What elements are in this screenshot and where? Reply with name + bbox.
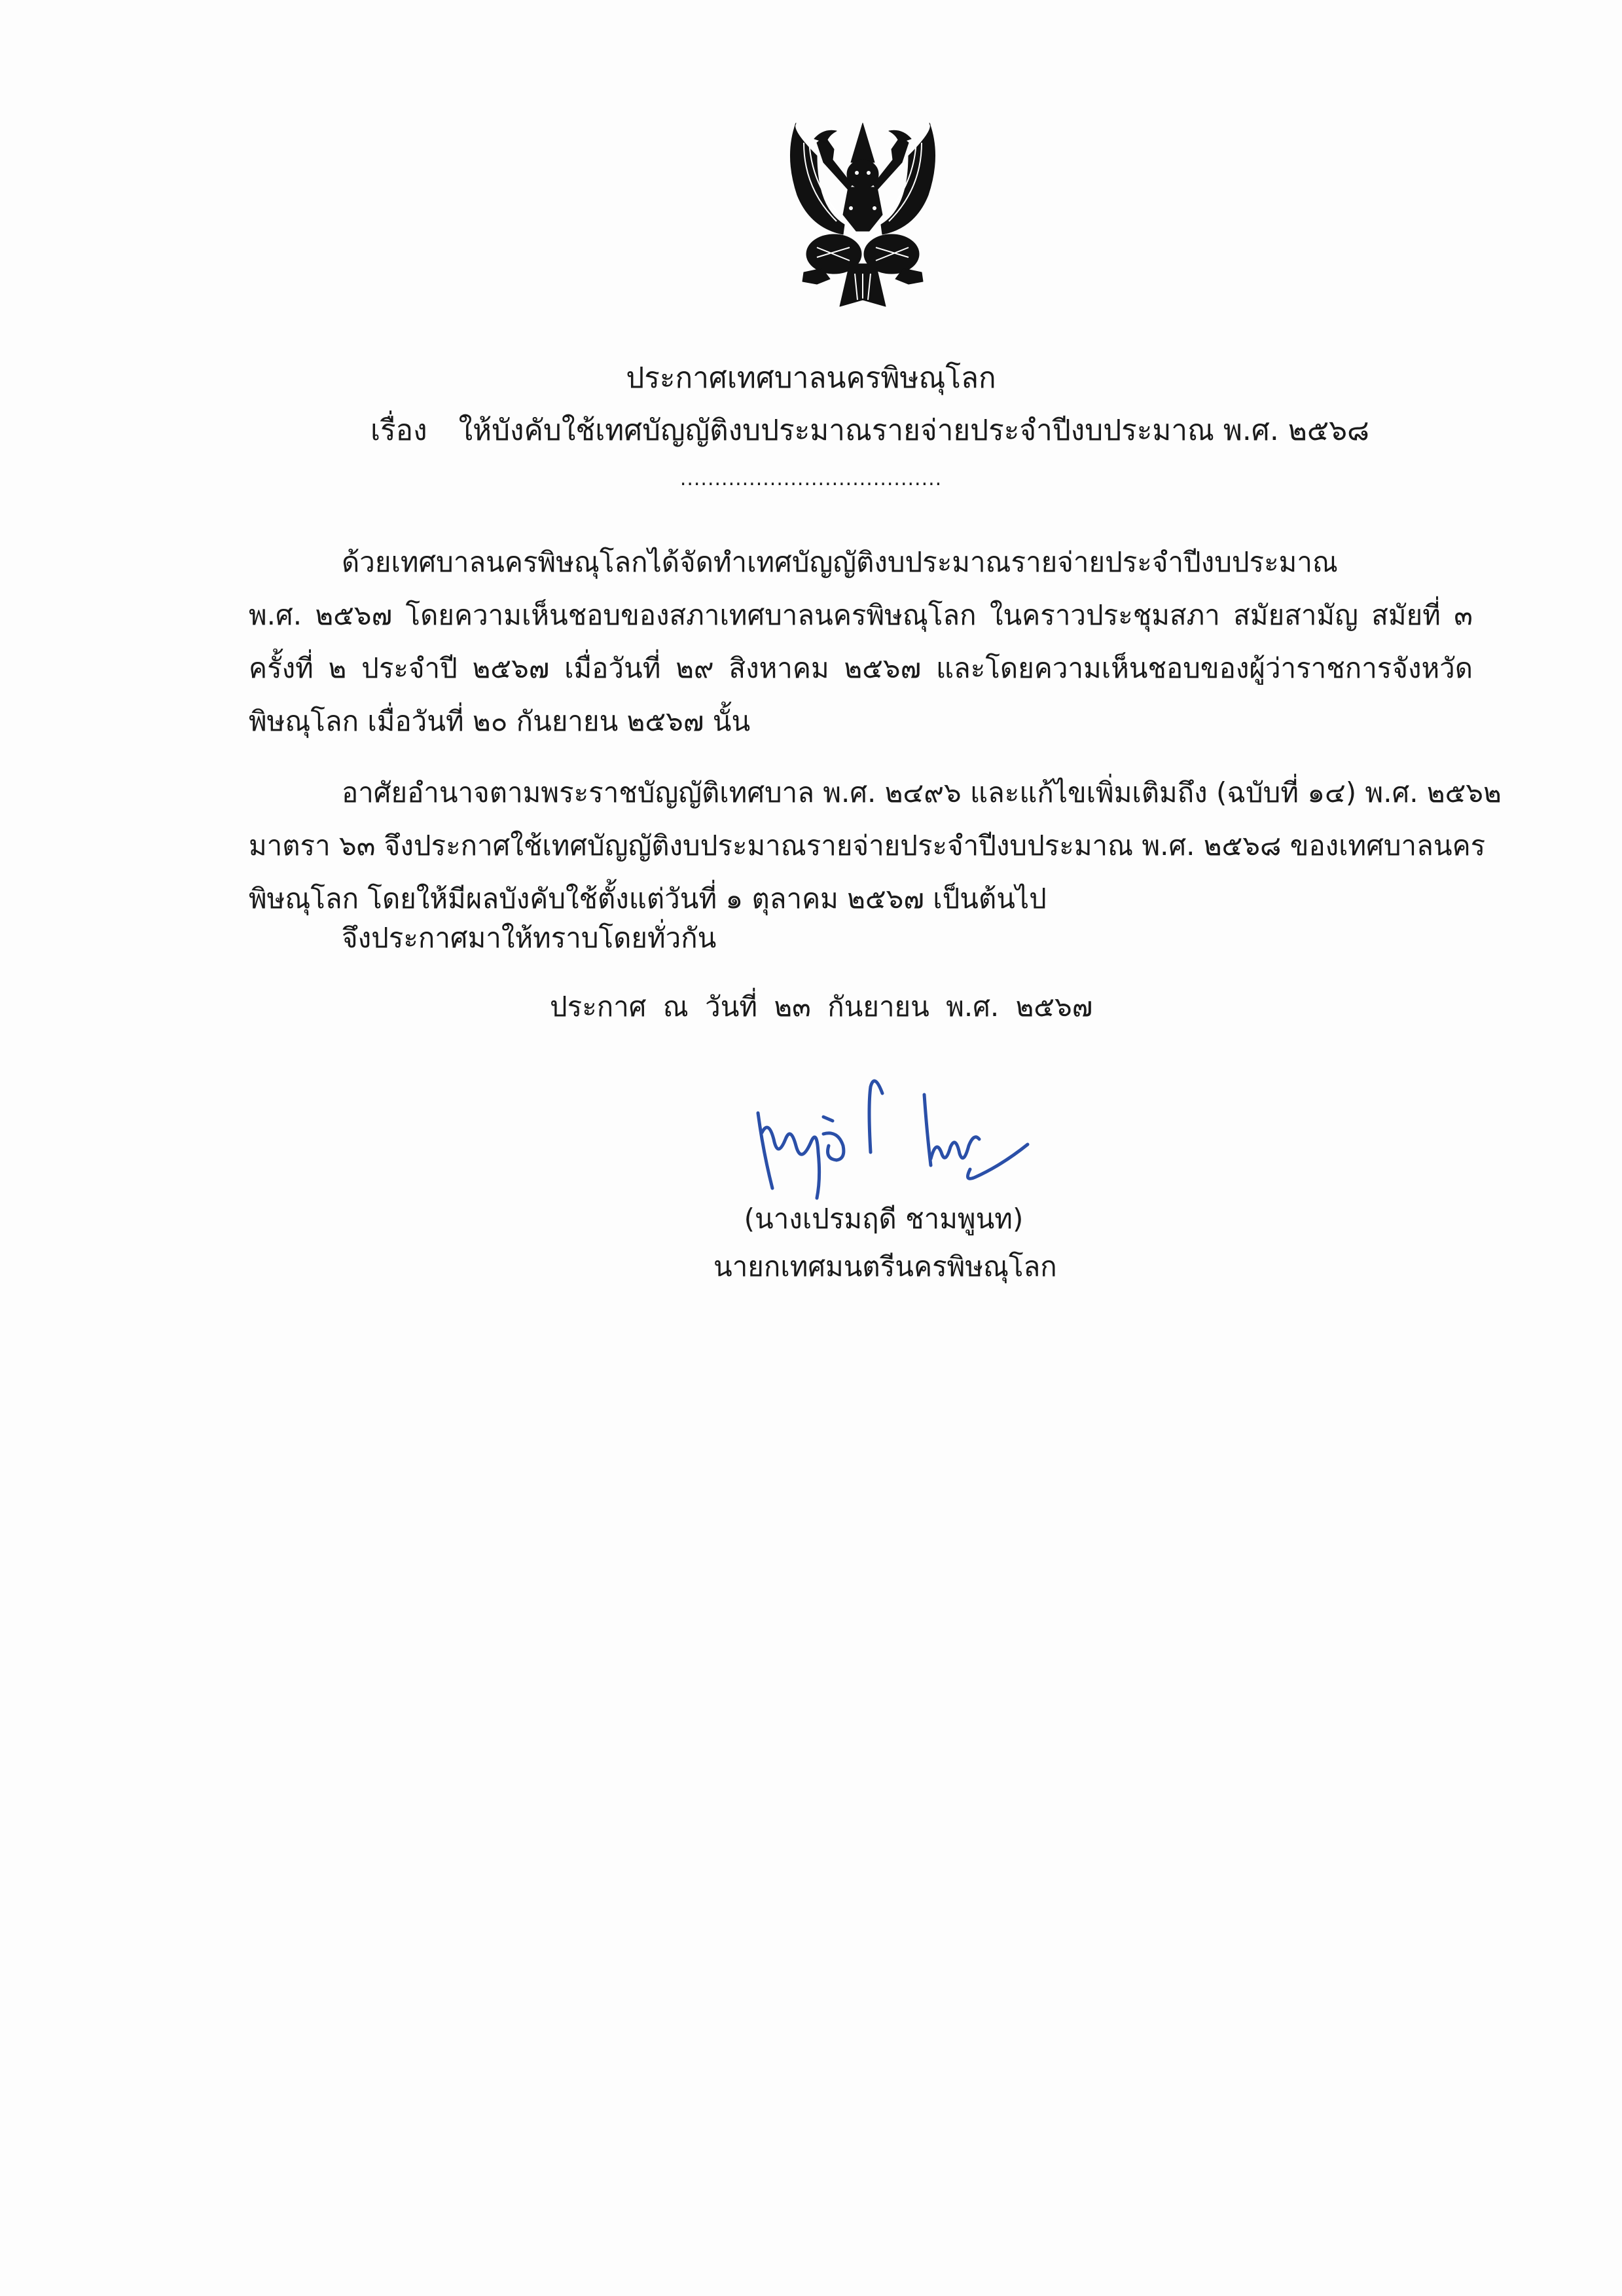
paragraph-line: พิษณุโลก โดยให้มีผลบังคับใช้ตั้งแต่วันที่ ๑ ตุลาคม ๒๕๖๗ เป็นต้นไป — [249, 883, 1047, 915]
signer-name: (นางเปรมฤดี ชามพูนท) — [744, 1203, 1024, 1235]
paragraph-line: ครั้งที่ ๒ ประจำปี ๒๕๖๗ เมื่อวันที่ ๒๙ สิงหาคม ๒๕๖๗ และโดยความเห็นชอบของผู้ว่าราชการจังหวัด — [249, 652, 1473, 684]
handwritten-signature-icon — [740, 1067, 1041, 1211]
paragraph-2 — [249, 766, 1502, 925]
announcement-subject — [59, 411, 1622, 450]
paragraph-line: ด้วยเทศบาลนครพิษณุโลกได้จัดทำเทศบัญญัติงบประมาณรายจ่ายประจำปีงบประมาณ — [342, 546, 1338, 578]
paragraph-line: จึงประกาศมาให้ทราบโดยทั่วกัน — [342, 922, 717, 954]
separator: ...................................... — [679, 467, 943, 490]
paragraph-line: พ.ศ. ๒๕๖๗ โดยความเห็นชอบของสภาเทศบาลนครพิษณุโลก ในคราวประชุมสภา สมัยสามัญ สมัยที่ ๓ — [249, 599, 1473, 631]
signer-title: นายกเทศมนตรีนครพิษณุโลก — [713, 1250, 1057, 1283]
paragraph-line: อาศัยอำนาจตามพระราชบัญญัติเทศบาล พ.ศ. ๒๔๙๖ และแก้ไขเพิ่มเติมถึง (ฉบับที่ ๑๔) พ.ศ. ๒๕๖๒ — [342, 776, 1502, 809]
announcement-dateline: ประกาศ ณ วันที่ ๒๓ กันยายน พ.ศ. ๒๕๖๗ — [550, 991, 1093, 1023]
paragraph-line: มาตรา ๖๓ จึงประกาศใช้เทศบัญญัติงบประมาณรายจ่ายประจำปีงบประมาณ พ.ศ. ๒๕๖๘ ของเทศบาลนคร — [249, 829, 1486, 862]
announcement-title: ประกาศเทศบาลนครพิษณุโลก — [626, 361, 996, 395]
garuda-emblem-icon — [771, 117, 954, 313]
paragraph-line: พิษณุโลก เมื่อวันที่ ๒๐ กันยายน ๒๕๖๗ นั้น — [249, 705, 751, 737]
subject-text: ให้บังคับใช้เทศบัญญัติงบประมาณรายจ่ายประจำปีงบประมาณ พ.ศ. ๒๕๖๘ — [458, 414, 1369, 447]
paragraph-1 — [249, 536, 1473, 748]
paragraph-3 — [249, 911, 1473, 964]
subject-label: เรื่อง — [370, 414, 427, 447]
